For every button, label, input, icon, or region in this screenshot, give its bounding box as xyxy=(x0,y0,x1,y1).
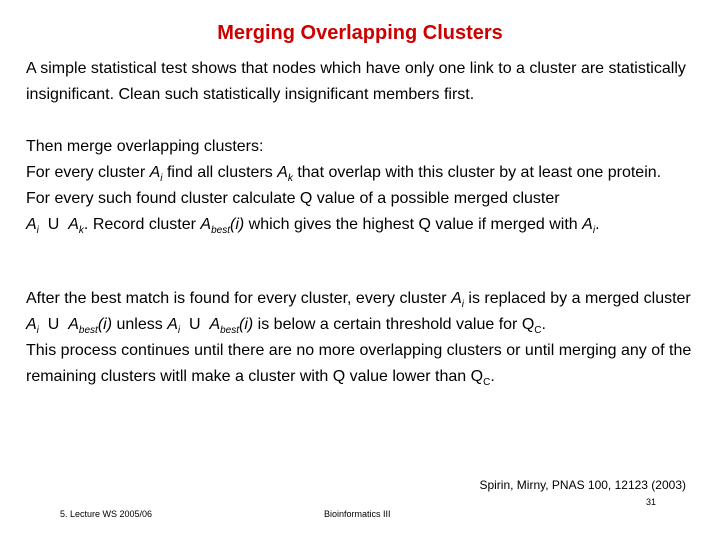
slide-title: Merging Overlapping Clusters xyxy=(217,22,503,44)
footer-lecture: 5. Lecture WS 2005/06 xyxy=(60,509,153,519)
after-paragraph xyxy=(26,286,698,390)
after-sentence-1: After the best match is found for every cluster, every cluster $A_i$ is replaced by a merged cluster $A_i$ U $A_{best}(i)$ unless $A_i$ U $A_{best}(i)$ is below a certain threshold value for $Q_C$. xyxy=(26,290,691,337)
merge-step-1: For every cluster $A_i$ find all clusters $A_k$ that overlap with this cluster by at least one protein. xyxy=(26,164,662,185)
merge-paragraph xyxy=(26,134,698,238)
merge-heading: Then merge overlapping clusters: xyxy=(26,138,264,155)
after-sentence-2: This process continues until there are no more overlapping clusters or until merging any of the remaining clusters witll make a cluster with Q value lower than $Q_C$. xyxy=(26,342,692,389)
intro-paragraph xyxy=(26,56,698,108)
citation: Spirin, Mirny, PNAS 100, 12123 (2003) xyxy=(479,478,686,492)
intro-text: A simple statistical test shows that nodes which have only one link to a cluster are statistically insignificant. Clean such statistically insignificant members first. xyxy=(26,60,686,103)
merge-step-2: For every such found cluster calculate Q value of a possible merged cluster $A_i$ U $A_k$. Record cluster $A_{best}(i)$ which gives the highest Q value if merged with $A_i$. xyxy=(26,190,600,237)
page-number: 31 xyxy=(645,497,656,507)
footer-course: Bioinformatics III xyxy=(324,509,391,519)
